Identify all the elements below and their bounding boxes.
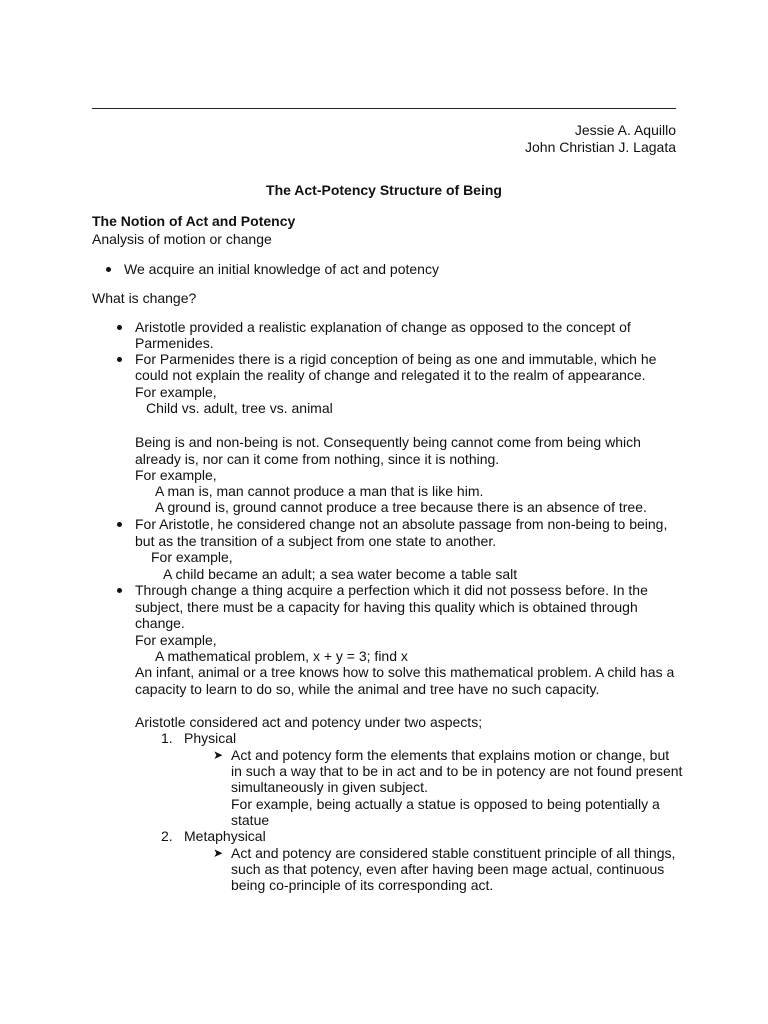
paragraph-1-line-1: Being is and non-being is not. Consequently being cannot come from being which — [135, 434, 641, 450]
aspects-intro: Aristotle considered act and potency under two aspects; — [135, 714, 483, 730]
bullet-4-line-7: capacity to learn to do so, while the animal and tree have no such capacity. — [135, 681, 600, 697]
arrow-bullet-icon: ➤ — [213, 846, 224, 860]
bullet-3-line-4: A child became an adult; a sea water become a table salt — [163, 566, 518, 582]
bullet-icon — [117, 588, 122, 593]
aspect-1-line-2: in such a way that to be in act and to be in potency are not found present — [231, 763, 683, 779]
bullet-2-line-4: Child vs. adult, tree vs. animal — [146, 400, 333, 416]
paragraph-1-line-4: A man is, man cannot produce a man that is like him. — [155, 483, 484, 499]
bullet-4-line-1: Through change a thing acquire a perfection which it did not possess before. In the — [135, 582, 648, 598]
arrow-bullet-icon: ➤ — [213, 748, 224, 762]
bullet-icon — [117, 325, 122, 330]
bullet-2-line-2: could not explain the reality of change and relegated it to the realm of appearance. — [135, 367, 646, 383]
aspect-1-line-3: simultaneously in given subject. — [231, 779, 428, 795]
intro-bullet-text: We acquire an initial knowledge of act and potency — [124, 261, 439, 277]
bullet-4-line-5: A mathematical problem, x + y = 3; find x — [155, 648, 408, 664]
bullet-3-line-2: but as the transition of a subject from one state to another. — [135, 533, 497, 549]
bullet-icon — [117, 522, 122, 527]
aspect-2-line-1: Act and potency are considered stable constituent principle of all things, — [231, 845, 676, 861]
header-rule — [92, 108, 676, 109]
aspect-1-number: 1. — [161, 730, 173, 746]
paragraph-1-line-3: For example, — [135, 467, 217, 483]
aspect-2-line-3: being co-principle of its corresponding act. — [231, 877, 494, 893]
bullet-1-line-1: Aristotle provided a realistic explanation of change as opposed to the concept of — [135, 319, 631, 335]
bullet-2-line-1: For Parmenides there is a rigid conception of being as one and immutable, which he — [135, 351, 657, 367]
document-title: The Act-Potency Structure of Being — [266, 182, 502, 198]
bullet-4-line-4: For example, — [135, 632, 217, 648]
bullet-4-line-6: An infant, animal or a tree knows how to solve this mathematical problem. A child has a — [135, 664, 675, 680]
aspect-2-number: 2. — [161, 828, 173, 844]
bullet-3-line-3: For example, — [151, 549, 233, 565]
aspect-2-line-2: such as that potency, even after having been mage actual, continuous — [231, 861, 665, 877]
bullet-icon — [117, 357, 122, 362]
aspect-1-line-1: Act and potency form the elements that explains motion or change, but — [231, 747, 670, 763]
aspect-1-line-5: statue — [231, 812, 270, 828]
bullet-4-line-3: change. — [135, 615, 185, 631]
bullet-3-line-1: For Aristotle, he considered change not an absolute passage from non-being to being, — [135, 516, 668, 532]
bullet-icon — [106, 267, 111, 272]
paragraph-1-line-5: A ground is, ground cannot produce a tree because there is an absence of tree. — [155, 499, 647, 515]
paragraph-1-line-2: already is, nor can it come from nothing, since it is nothing. — [135, 451, 500, 467]
bullet-2-line-3: For example, — [135, 384, 217, 400]
section-heading: The Notion of Act and Potency — [92, 213, 296, 229]
question-text: What is change? — [92, 290, 197, 306]
aspect-1-line-4: For example, being actually a statue is opposed to being potentially a — [231, 796, 660, 812]
bullet-4-line-2: subject, there must be a capacity for having this quality which is obtained through — [135, 599, 638, 615]
author-2: John Christian J. Lagata — [525, 139, 676, 155]
aspect-1-label: Physical — [184, 730, 237, 746]
bullet-1-line-2: Parmenides. — [135, 335, 214, 351]
author-1: Jessie A. Aquillo — [574, 122, 676, 138]
subheading: Analysis of motion or change — [92, 231, 272, 247]
aspect-2-label: Metaphysical — [184, 828, 266, 844]
